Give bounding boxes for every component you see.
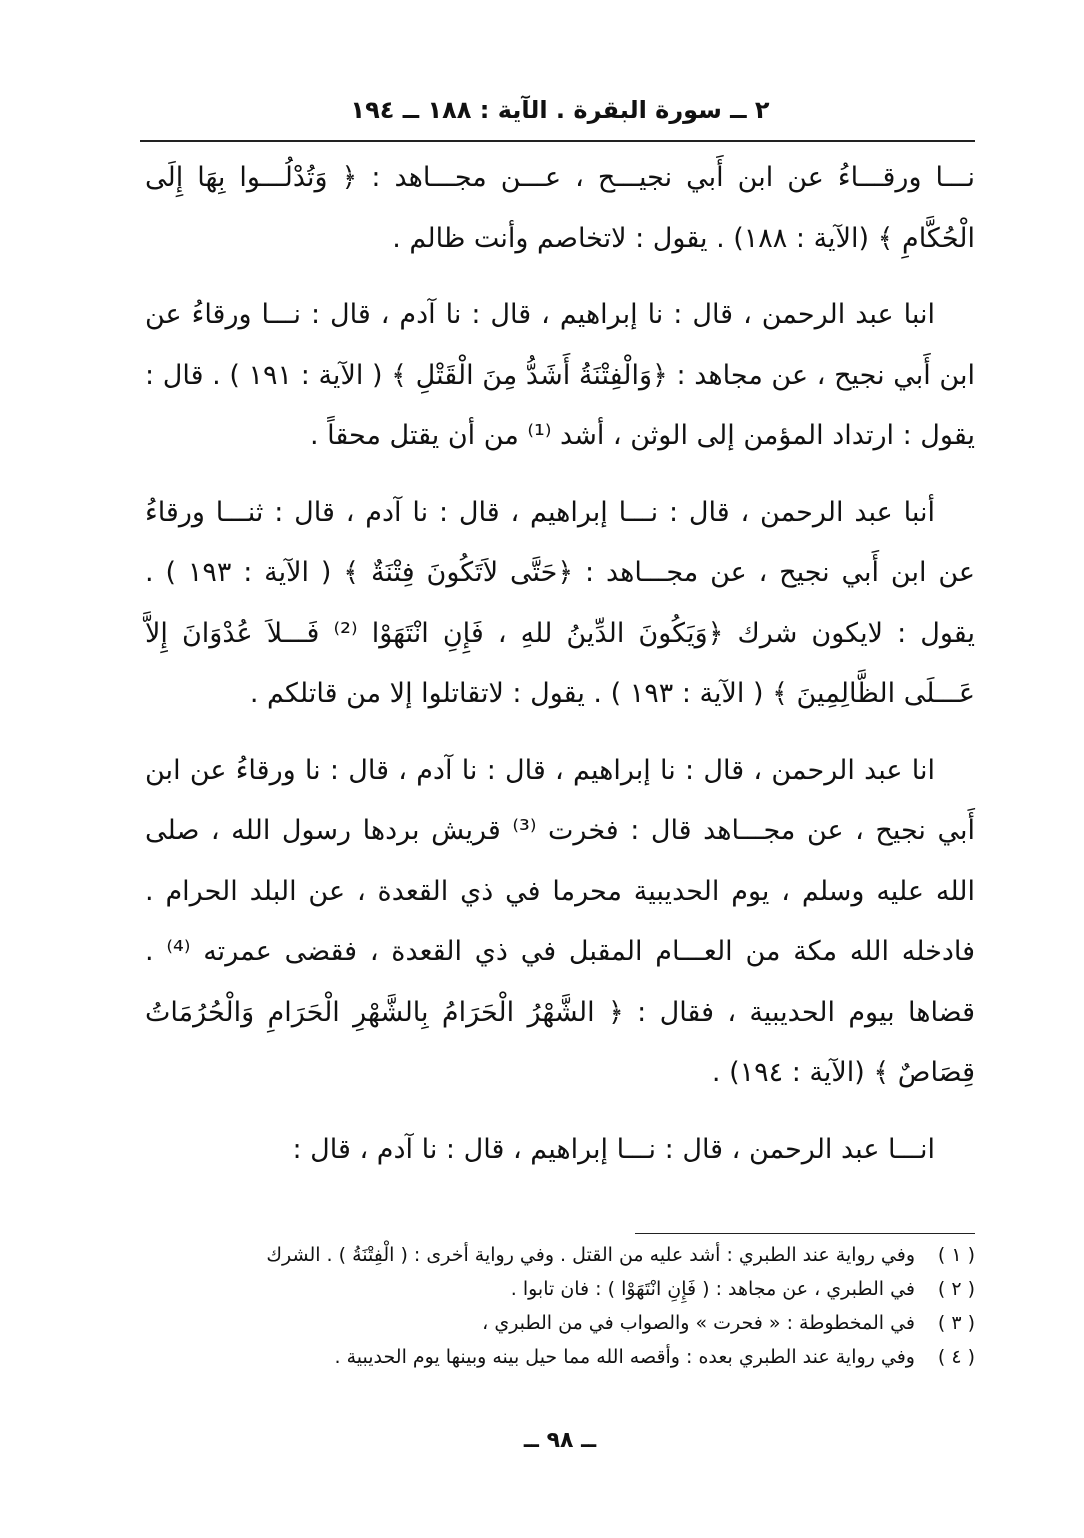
footnote-number: ( ٤ ) [937,1346,975,1368]
running-head: ٢ ــ سورة البقرة . الآية : ١٨٨ ــ ١٩٤ [350,96,770,124]
main-text [145,148,975,1196]
paragraph-1: نـــا ورقـــاءُ عن ابن أَبي نجيـــح ، عـــن مجـــاهد : ﴿ وَتُدْلُـــوا بِهَا إِلَى الْحُكَّامِ ﴾ (الآية : ١٨٨) . يقول : لاتخاصم وأنت ظالم . [145,162,975,254]
footnotes [145,1238,975,1374]
paragraph-3: أنبا عبد الرحمن ، قال : نـــا إبراهيم ، قال : نا آدم ، قال : ثنـــا ورقاءُ عن ابن أَبي نجيح ، عن مجـــاهد : ﴿حَتَّى لاَتَكُونَ فِتْنَةٌ ﴾ ( الآية : ١٩٣ ) . يقول : لايكون شرك ﴿وَيَكُونَ الدِّينُ للهِ ، فَإِنِ انْتَهَوْا ⁽²⁾ فَـــلاَ عُدْوَانَ إِلاَّ عَـــلَى الظَّالِمِينَ ﴾ ( الآية : ١٩٣ ) . يقول : لاتقاتلوا إلا من قاتلكم . [145,496,976,709]
footnote-3 [145,1306,975,1340]
footnote-2 [145,1272,975,1306]
page-number: ــ ٩٨ ــ [523,1428,597,1453]
footnote-4 [145,1340,975,1374]
footnote-text: في الطبري ، عن مجاهد : ( فَإِنِ انْتَهَوْا ) : فان تابوا . [510,1278,915,1300]
paragraph-2: انبا عبد الرحمن ، قال : نا إبراهيم ، قال : نا آدم ، قال : نـــا ورقاءُ عن ابن أَبي نجيح ، عن مجاهد : ﴿وَالْفِتْنَةُ أَشَدُّ مِنَ الْقَتْلِ ﴾ ( الآية : ١٩١ ) . قال : يقول : ارتداد المؤمن إلى الوثن ، أشد ⁽¹⁾ من أن يقتل محقاً . [145,299,975,451]
footnote-text: وفي رواية عند الطبري بعده : وأقصه الله مما حيل بينه وبينها يوم الحديبية . [334,1346,915,1368]
footnote-number: ( ٣ ) [937,1312,975,1334]
paragraph-5: انـــا عبد الرحمن ، قال : نـــا إبراهيم ، قال : نا آدم ، قال : [292,1133,935,1165]
footnote-text: في المخطوطة : « فحرت » والصواب في من الطبري ، [482,1312,915,1334]
footnote-number: ( ١ ) [937,1244,975,1266]
footnote-number: ( ٢ ) [937,1278,975,1300]
book-page [145,90,975,1510]
footnote-1 [145,1238,975,1272]
paragraph-4: انا عبد الرحمن ، قال : نا إبراهيم ، قال : نا آدم ، قال : نا ورقاءُ عن ابن أَبي نجيح ، عن مجـــاهد قال : فخرت ⁽³⁾ قريش بردها رسول الله ، صلى الله عليه وسلم ، يوم الحديبية محرما في ذي القعدة ، عن البلد الحرام . فادخله الله مكة من العـــام المقبل في ذي القعدة ، فقضى عمرته ⁽⁴⁾ . قضاها بيوم الحديبية ، فقال : ﴿ الشَّهْرُ الْحَرَامُ بِالشَّهْرِ الْحَرَامِ وَالْحُرُمَاتُ قِصَاصٌ ﴾ (الآية : ١٩٤) . [145,754,976,1088]
footnote-text: وفي رواية عند الطبري : أشد عليه من القتل . وفي رواية أخرى : ( الْفِتْنَةُ ) . الشرك [266,1244,915,1266]
header-rule [140,140,975,142]
footnote-rule [635,1233,975,1234]
